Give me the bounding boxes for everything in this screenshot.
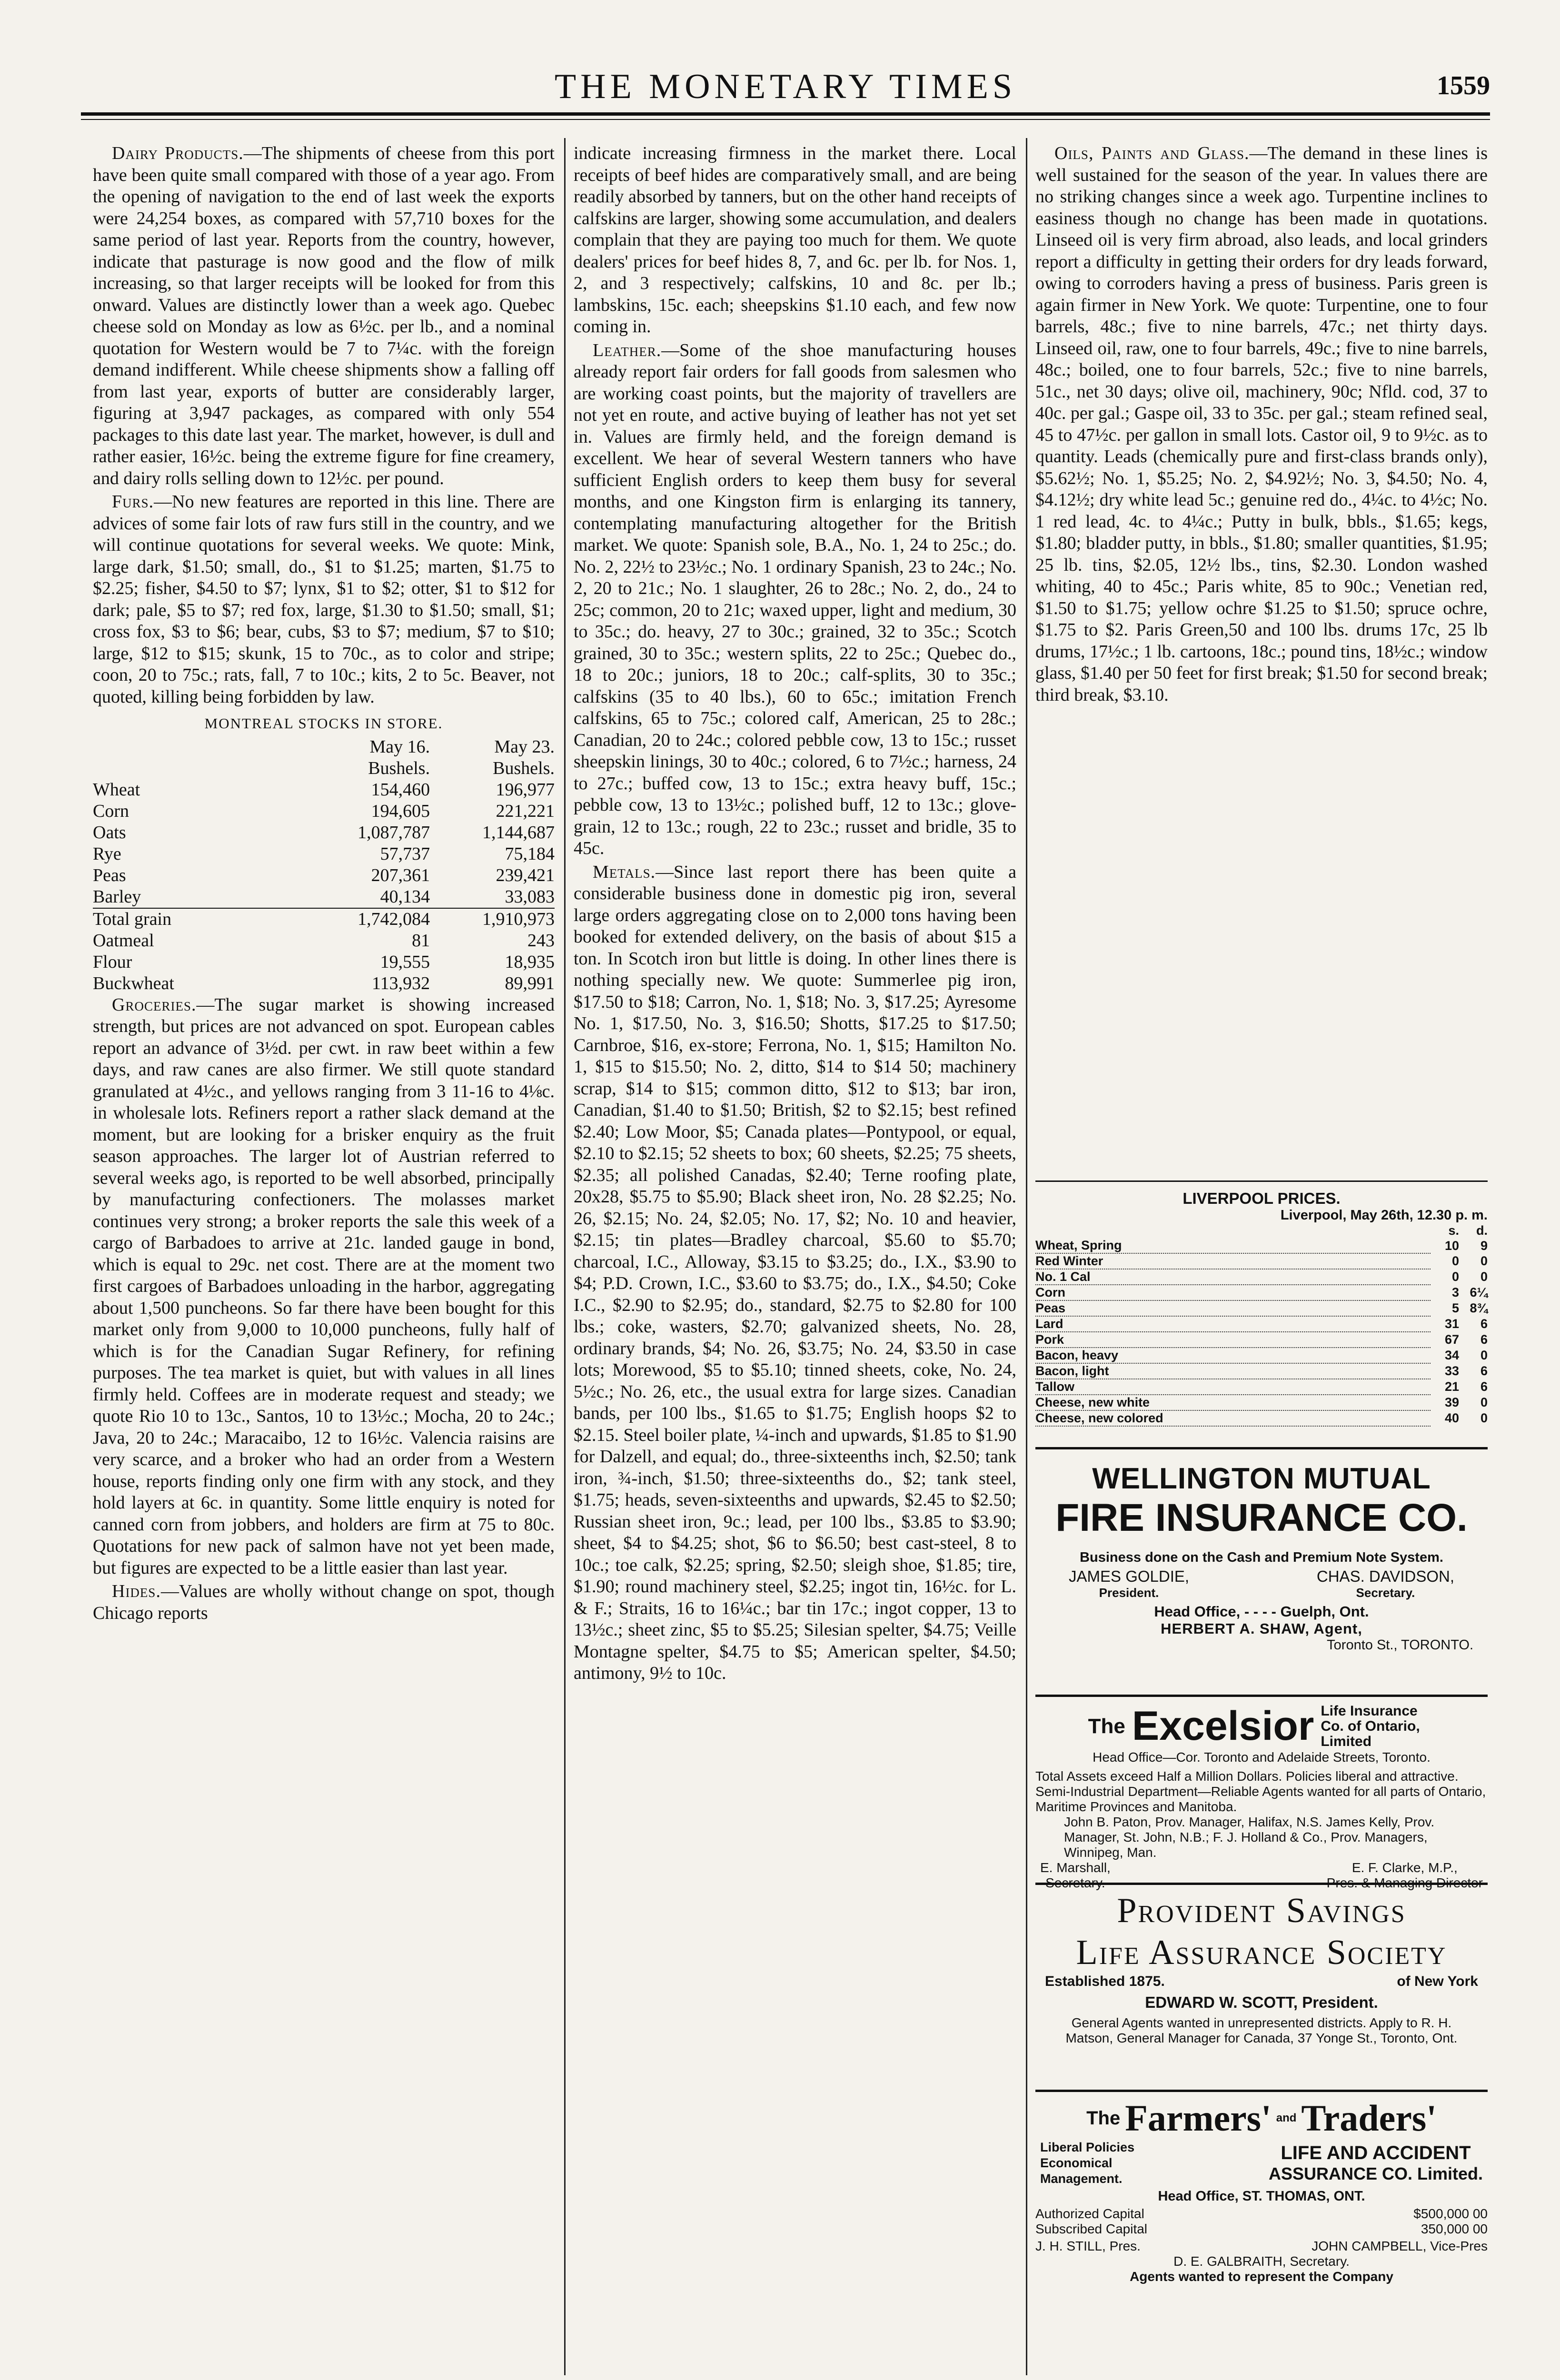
ad-agent: HERBERT A. SHAW, Agent, (1161, 1620, 1362, 1637)
ad-text: General Agents wanted in unrepresented districts. Apply to R. H. Matson, General Manager for Canada, 37 Yonge St., Toronto, Ont. (1065, 2015, 1458, 2045)
table-row (93, 973, 555, 994)
commodity: Wheat, Spring (1035, 1238, 1431, 1253)
ad-address: Toronto St., TORONTO. (1327, 1637, 1473, 1653)
section-head-groceries: Groceries. (112, 994, 197, 1015)
commodity: Red Winter (1035, 1253, 1431, 1269)
stocks-value: 18,935 (505, 952, 555, 972)
liverpool-table (1035, 1223, 1488, 1427)
ad-headline: Provident Savings (1117, 1891, 1406, 1930)
stocks-value: 196,977 (496, 779, 555, 800)
stocks-value: 89,991 (505, 973, 555, 993)
table-row (1035, 1332, 1488, 1348)
table-row (1035, 1269, 1488, 1285)
stocks-name: Barley (93, 886, 141, 907)
commodity: Peas (1035, 1300, 1431, 1316)
price-s: 40 (1444, 1411, 1459, 1425)
ad-person: J. H. STILL, Pres. (1035, 2239, 1141, 2253)
ad-address: Head Office—Cor. Toronto and Adelaide Streets, Toronto. (1093, 1750, 1431, 1765)
table-row (93, 886, 555, 908)
stocks-table (93, 736, 555, 994)
stocks-name: Peas (93, 865, 126, 885)
stocks-value: 1,742,084 (305, 908, 430, 930)
ad-excelsior-head (1035, 1703, 1488, 1750)
leather-text: —Some of the shoe manufacturing houses already report fair orders for fall goods from salesmen who are working coast points, but the majority of travellers are not yet en route, and active buying of leather has not yet set in. Values are firmly held, and the foreign demand is excellent. We hear of several Western tanners who have sufficient English orders to keep them busy for several months, and one Kingston firm is enlarging its tannery, contemplating manufacturing altogether for the British market. We quote: Spanish sole, B.A., No. 1, 24 to 25c.; do. No. 2, 22½ to 23½c.; No. 1 ordinary Spanish, 23 to 24c.; No. 2, 20 to 21c.; No. 1 slaughter, 26 to 28c.; No. 2, do., 24 to 25c; common, 20 to 21c; waxed upper, light and medium, 30 to 35c.; do. heavy, 27 to 30c.; grained, 32 to 35c.; Scotch grained, 30 to 35c.; western splits, 22 to 25c.; Quebec do., 18 to 20c.; juniors, 18 to 20c.; calf-splits, 30 to 35c.; calfskins (35 to 40 lbs.), 60 to 65c.; imitation French calfskins, 65 to 75c.; colored calf, American, 25 to 28c.; Canadian, 20 to 24c.; colored pebble cow, 13 to 15c.; russet sheepskin linings, 30 to 40c.; colored, 6 to 7½c.; harness, 24 to 27c.; buffed cow, 13 to 15c.; extra heavy buff, 15c.; pebble cow, 13 to 13½c.; polished buff, 12 to 13c.; glove-grain, 12 to 13c.; rough, 22 to 23c.; russet and bridle, 35 to 45c. (574, 340, 1016, 858)
commodity: Cheese, new white (1035, 1395, 1431, 1410)
price-s: 39 (1444, 1395, 1459, 1409)
price-s: 10 (1444, 1238, 1459, 1253)
commodity: Bacon, light (1035, 1363, 1431, 1379)
ad-feature: Liberal Policies (1040, 2140, 1135, 2154)
stocks-name: Flour (93, 952, 132, 972)
stocks-value: 1,087,787 (358, 822, 430, 843)
ad-the: The (1086, 2107, 1121, 2129)
ad-features (1040, 2140, 1134, 2187)
page-title: THE MONETARY TIMES (554, 67, 1017, 106)
metals-paragraph (574, 862, 1016, 1685)
stocks-value: 75,184 (505, 843, 555, 864)
ad-person: CHAS. DAVIDSON, (1316, 1567, 1454, 1585)
stocks-value: 154,460 (371, 779, 430, 800)
ad-officers (1035, 2239, 1488, 2254)
column-divider (1026, 138, 1027, 2375)
stocks-value: 221,221 (496, 801, 555, 821)
table-row (93, 865, 555, 886)
price-d: 0 (1480, 1411, 1488, 1425)
ad-capital-value: 350,000 00 (1421, 2221, 1488, 2236)
unit-label: d. (1476, 1223, 1488, 1238)
stocks-name: Rye (93, 843, 121, 864)
ad-capital-value: $500,000 00 (1413, 2206, 1488, 2221)
ad-text: Established 1875. (1045, 1973, 1165, 1989)
table-row (93, 908, 555, 930)
section-head-furs: Furs. (112, 492, 154, 512)
price-d: 6 (1480, 1332, 1488, 1347)
ad-person: JAMES GOLDIE, (1069, 1567, 1190, 1585)
price-s: 33 (1444, 1364, 1459, 1378)
ad-text: of New York (1397, 1973, 1478, 1989)
price-d: 9 (1480, 1238, 1488, 1253)
ad-capital-label: Authorized Capital (1035, 2206, 1144, 2221)
header-rule-thin (81, 119, 1490, 120)
ad-text: Agents wanted to represent the Company (1130, 2269, 1393, 2284)
header-rule (81, 112, 1490, 116)
table-row (1035, 1379, 1488, 1395)
commodity: Lard (1035, 1316, 1431, 1332)
stocks-value: 239,421 (496, 865, 555, 885)
table-row (93, 930, 555, 952)
ad-text: Semi-Industrial Department—Reliable Agents wanted for all parts of Ontario, Maritime Provinces and Manitoba. (1035, 1784, 1486, 1814)
ad-farmers-traders (1035, 2090, 1488, 2284)
stocks-name: Oatmeal (93, 930, 154, 951)
section-head-dairy: Dairy Products. (112, 143, 244, 163)
ad-role: Secretary. (1356, 1586, 1415, 1600)
ad-person: E. Marshall, (1040, 1860, 1111, 1875)
ad-text: Total Assets exceed Half a Million Dollars. Policies liberal and attractive. (1035, 1769, 1459, 1784)
furs-text: —No new features are reported in this line. There are advices of some fair lots of raw furs still in the country, and we will continue quotations for several weeks. We quote: Mink, large dark, $1.50; small, do., $1 to $1.25; marten, $1.75 to $2.25; fisher, $4.50 to $7; lynx, $1 to $2; otter, $1 to $12 for dark; pale, $5 to $7; red fox, large, $1.30 to $1.50; small, $1; cross fox, $3 to $6; bear, cubs, $3 to $7; medium, $7 to $10; large, $12 to $15; skunk, 15 to 70c., as to color and stripe; coon, 20 to 75c.; rats, fall, 7 to 10c.; kits, 2 to 5c. Beaver, not quoted, killing being forbidden by law. (93, 492, 555, 707)
liverpool-prices (1035, 1180, 1488, 1427)
stocks-unit: Bushels. (368, 758, 430, 778)
ad-office: Head Office, ST. THOMAS, ONT. (1158, 2189, 1365, 2204)
price-s: 0 (1451, 1254, 1459, 1268)
ad-excelsior (1035, 1695, 1488, 1891)
column-2 (574, 143, 1016, 1686)
oils-text: —The demand in these lines is well sustained for the season of the year. In values there are no striking changes since a week ago. Turpentine inclines to easiness though no change has been made in quotations. Linseed oil is very firm abroad, also leads, and local grinders report a difficulty in getting their orders for dry leads forward, owing to corroders having a press of business. Paris green is again firmer in New York. We quote: Turpentine, one to four barrels, 48c.; five to nine barrels, 47c.; net thirty days. Linseed oil, raw, one to four barrels, 49c.; five to nine barrels, 48c.; boiled, one to four barrels, 52c.; five to nine barrels, 51c., net 30 days; olive oil, machinery, 90c; Nfld. cod, 37 to 40c. per gal.; Gaspe oil, 33 to 35c. per gal.; steam refined seal, 45 to 47½c. per gallon in small lots. Castor oil, 9 to 9½c. as to quantity. Leads (chemically pure and first-class brands only), $5.62½; No. 1, $5.25; No. 2, $4.92½; No. 3, $4.50; No. 4, $4.12½; dry white lead 5c.; genuine red do., 4¼c. to 4½c; No. 1 red lead, 4c. to 4¼c.; Putty in bulk, bbls., $1.65; kegs, $1.80; bladder putty, in bbls., $1.80; smaller quantities, $1.95; 25 lb. tins, $2.05, 12½ lbs., tins, $2.30. London washed whiting, 40 to 45c.; Paris white, 85 to 90c.; Venetian red, $1.50 to $1.75; yellow ochre $1.25 to $1.50; spruce ochre, $1.75 to $2. Paris Green,50 and 100 lbs. drums 17c, 25 lb drums, 17½c.; 1 lb. cartoons, 18c.; pound tins, 18½c.; window glass, $1.40 per 50 feet for first break; $1.50 for second break; third break, $3.10. (1035, 143, 1488, 705)
page-number: 1559 (1437, 71, 1490, 100)
stocks-value: 19,555 (380, 952, 430, 972)
price-s: 67 (1444, 1332, 1459, 1347)
ad-text: Business done on the Cash and Premium Note System. (1080, 1550, 1443, 1565)
dairy-paragraph (93, 143, 555, 489)
stocks-value: 113,932 (372, 973, 430, 993)
table-row (1035, 1363, 1488, 1379)
table-row (93, 843, 555, 865)
price-d: 0 (1480, 1348, 1488, 1362)
stocks-name: Buckwheat (93, 973, 174, 993)
price-d: 6¼ (1470, 1285, 1488, 1299)
stocks-title: MONTREAL STOCKS IN STORE. (204, 715, 443, 732)
ad-person: EDWARD W. SCOTT, President. (1145, 1993, 1378, 2011)
ad-names (1035, 1567, 1488, 1600)
price-d: 6 (1480, 1379, 1488, 1394)
table-row (93, 952, 555, 973)
table-row (1035, 1395, 1488, 1410)
ad-wellington-mutual (1035, 1447, 1488, 1653)
ad-brand: Excelsior (1132, 1703, 1314, 1749)
ad-company (1269, 2142, 1483, 2184)
section-head-hides: Hides. (112, 1581, 161, 1601)
metals-text: —Since last report there has been quite a considerable business done in domestic pig iron, several large orders aggregating close on to 2,000 tons having been booked for extended delivery, on the basis of about $15 a ton. In Scotch iron but little is doing. In other lines there is nothing specially new. We quote: Summerlee pig iron, $17.50 to $18; Carron, No. 1, $18; No. 3, $17.25; Ayresome No. 1, $17.50, No. 3, $16.50; Shotts, $17.25 to $17.50; Carnbroe, $16, ex-store; Ferrona, No. 1, $15; Hamilton No. 1, $15 to $15.50; No. 2, ditto, $14 to $14 50; machinery scrap, $14 to $15; common ditto, $12 to $13; bar iron, Canadian, $1.40 to $1.50; British, $2 to $2.15; best refined $2.40; Low Moor, $5; Canada plates—Pontypool, or equal, $2.10 to $2.15; 52 sheets to box; 60 sheets, $2.25; 75 sheets, $2.35; all polished Canadas, $2.40; Terne roofing plate, 20x28, $5.75 to $5.90; Black sheet iron, No. 28 $2.25; No. 26, $2.15; No. 24, $2.05; No. 17, $2; No. 10 and heavier, $2.15; tin plates—Bradley charcoal, $5.60 to $5.70; charcoal, I.C., Alloway, $3.15 to $3.25; do., I.X., $3.90 to $4; P.D. Crown, I.C., $3.60 to $3.75; do., I.X., $4.50; Coke I.C., $2.90 to $2.95; do., standard, $2.75 to $2.80 for 100 lbs.; coke, wasters, $2.70; galvanized sheets, No. 28, ordinary brands, $4; No. 26, $3.75; No. 24, $3.50 in case lots; Morewood, $5 to $5.10; tinned sheets, coke, No. 24, 5½c.; No. 26, etc., the usual extra for large sizes. Canadian bands, per 100 lbs., $1.65 to $1.75; English hoops $2 to $2.15. Steel boiler plate, ¼-inch and upwards, $1.85 to $1.90 for Dalzell, and equal; do., three-sixteenths inch, $2.50; tank iron, ¾-inch, $1.50; three-sixteenths do., $2; tank steel, $1.75; heads, seven-sixteenths and upwards, $2.45 to $2.50; Russian sheet iron, 9c.; lead, per 100 lbs., $3.85 to $3.90; sheet, $4 to $4.25; shot, $6 to $6.50; best cast-steel, 8 to 10c.; toe calk, $2.25; spring, $2.50; sleigh shoe, $1.85; tire, $1.90; round machinery steel, $2.25; ingot tin, 16½c. for L. & F.; Straits, 16 to 16¼c.; bar tin 17c.; ingot copper, 13 to 13½c.; sheet zinc, $5 to $5.25; Silesian spelter, $4.75; Veille Montagne spelter, $4.75 to $5; American spelter, $4.50; antimony, 9½ to 10c. (574, 862, 1016, 1683)
stocks-name: Oats (93, 822, 126, 843)
hides-paragraph (93, 1581, 555, 1624)
price-d: 0 (1480, 1254, 1488, 1268)
commodity: Pork (1035, 1332, 1431, 1348)
table-row (93, 779, 555, 801)
ad-company-line: ASSURANCE CO. Limited. (1268, 2164, 1483, 2183)
liverpool-subtitle: Liverpool, May 26th, 12.30 p. m. (1280, 1208, 1488, 1223)
liverpool-title: LIVERPOOL PRICES. (1182, 1190, 1341, 1207)
ad-office: Head Office, - - - - Guelph, Ont. (1154, 1603, 1369, 1620)
price-s: 34 (1444, 1348, 1459, 1362)
groceries-text: —The sugar market is showing increased strength, but prices are not advanced on spot. European cables report an advance of 3½d. per cwt. in raw beet within a few days, and raw canes are also firmer. We still quote standard granulated at 4½c., and yellows ranging from 3 11-16 to 4⅛c. in wholesale lots. Refiners report a rather slack demand at the moment, but are looking for a brisker enquiry as the fruit season approaches. The larger lot of Austrian referred to several weeks ago, is reported to be well absorbed, principally by manufacturing confectioners. The molasses market continues very strong; a broker reports the sale this week of a cargo of Barbadoes to arrive at 21c. landed gauge in bond, which is equal to 29c. net cost. There are at the moment two first cargoes of Barbadoes unloading in the harbor, aggregating about 1,500 puncheons. So far there have been bought for this market only from 9,000 to 10,000 puncheons, fully half of which is for the Canadian Sugar Refinery, for refining purposes. The tea market is quiet, but with values in all lines firmly held. Coffees are in moderate request and steady; we quote Rio 10 to 13c., Santos, 10 to 13½c.; Mocha, 20 to 24c.; Java, 20 to 24c.; Maracaibo, 12 to 16½c. Valencia raisins are very scarce, and a broker who had an order from a Western house, reports finding only one firm with any stock, and they hold layers at 6c. in quantity. Some little enquiry is noted for canned corn from jobbers, and holders are firm at 75 to 80c. Quotations for new pack of salmon have not yet been made, but figures are expected to be a little easier than last year. (93, 994, 555, 1578)
table-row (1035, 1300, 1488, 1316)
price-d: 0 (1480, 1269, 1488, 1284)
unit-label: s. (1448, 1223, 1459, 1238)
ad-brand-sub: Life Insurance Co. of Ontario, Limited (1321, 1703, 1420, 1749)
table-row (1035, 1348, 1488, 1363)
ad-headline: WELLINGTON MUTUAL (1092, 1462, 1431, 1495)
ad-headline: FIRE INSURANCE CO. (1055, 1496, 1468, 1539)
dairy-text: —The shipments of cheese from this port have been quite small compared with those of a year ago. From the opening of navigation to the end of last week the exports were 24,254 boxes, as compared with 57,710 boxes for the same period of last year. Reports from the country, however, indicate that pasturage is now good and the flow of milk increasing, so that larger receipts will be looked for from this onward. Values are distinctly lower than a week ago. Quebec cheese sold on Monday as low as 6½c. per lb., and a nominal quotation for Western would be 7 to 7¼c. with the foreign demand indifferent. While cheese shipments show a falling off from last year, exports of butter are considerably larger, figuring at 3,947 packages, as compared with only 554 packages to this date last year. The market, however, is dull and rather easier, 16½c. being the extreme figure for fine creamery, and dairy rolls selling down to 12½c. per pound. (93, 143, 555, 488)
stocks-header: May 16. (369, 736, 430, 757)
stocks-value: 207,361 (371, 865, 430, 885)
column-divider (564, 138, 566, 2375)
ad-the: The (1088, 1714, 1125, 1738)
page-header (81, 67, 1490, 119)
commodity: Cheese, new colored (1035, 1410, 1431, 1426)
price-s: 3 (1451, 1285, 1459, 1299)
ad-text: John B. Paton, Prov. Manager, Halifax, N.S. James Kelly, Prov. Manager, St. John, N.B.; F. J. Holland & Co., Prov. Managers, Winnipeg, Man. (1064, 1815, 1435, 1860)
ad-role: President. (1099, 1586, 1159, 1600)
ad-farmers-mid (1035, 2140, 1488, 2187)
stocks-value: 1,144,687 (482, 822, 555, 843)
table-row (1035, 1316, 1488, 1332)
ad-person: D. E. GALBRAITH, Secretary. (1173, 2254, 1350, 2269)
commodity: Tallow (1035, 1379, 1431, 1395)
stocks-value: 33,083 (505, 886, 555, 907)
stocks-value: 81 (412, 930, 430, 951)
section-head-leather: Leather. (593, 340, 662, 360)
ad-provident (1035, 1883, 1488, 2046)
stocks-unit: Bushels. (493, 758, 555, 778)
section-head-oils: Oils, Paints and Glass. (1054, 143, 1250, 163)
column-1 (93, 143, 555, 1626)
ad-capital-row (1035, 2221, 1488, 2237)
ad-person: JOHN CAMPBELL, Vice-Pres (1312, 2239, 1488, 2253)
stocks-value: 1,910,973 (430, 908, 555, 930)
stocks-value: 40,134 (380, 886, 430, 907)
stocks-name: Total grain (93, 908, 305, 930)
ad-headline: Life Assurance Society (1076, 1933, 1447, 1972)
ad-brand: Farmers' (1125, 2097, 1272, 2139)
table-row (93, 822, 555, 843)
commodity: Corn (1035, 1285, 1431, 1300)
ad-capital-row (1035, 2206, 1488, 2221)
price-d: 0 (1480, 1395, 1488, 1409)
ad-person: E. F. Clarke, M.P., (1351, 1860, 1458, 1875)
ad-farmers-head (1035, 2097, 1488, 2140)
stocks-header: May 23. (494, 736, 555, 757)
table-row (1035, 1238, 1488, 1253)
hides-text: —Values are wholly without change on spot, though Chicago reports (93, 1581, 555, 1623)
ad-capital-label: Subscribed Capital (1035, 2221, 1148, 2236)
ad-and: and (1276, 2112, 1297, 2124)
ad-established (1035, 1973, 1488, 1990)
column-3 (1035, 143, 1488, 708)
ad-feature: Management. (1040, 2172, 1123, 2186)
stocks-value: 243 (527, 930, 555, 951)
commodity: No. 1 Cal (1035, 1269, 1431, 1285)
ad-company-line: LIFE AND ACCIDENT (1281, 2142, 1471, 2163)
price-s: 21 (1444, 1379, 1459, 1394)
oils-paragraph (1035, 143, 1488, 706)
price-s: 31 (1444, 1317, 1459, 1331)
ad-role: Pres. & Managing Director (1326, 1875, 1483, 1890)
stocks-name: Wheat (93, 779, 140, 800)
table-row (93, 801, 555, 822)
stocks-name: Corn (93, 801, 129, 821)
price-s: 5 (1451, 1301, 1459, 1315)
table-row (1035, 1253, 1488, 1269)
table-row (1035, 1410, 1488, 1426)
groceries-paragraph (93, 994, 555, 1579)
ad-brand: Traders' (1301, 2097, 1437, 2139)
price-s: 0 (1451, 1269, 1459, 1284)
section-head-metals: Metals. (593, 862, 656, 882)
ad-role: Secretary. (1045, 1875, 1105, 1890)
price-d: 6 (1480, 1364, 1488, 1378)
price-d: 6 (1480, 1317, 1488, 1331)
price-d: 8¾ (1470, 1301, 1488, 1315)
furs-paragraph (93, 491, 555, 708)
ad-feature: Economical (1040, 2156, 1113, 2170)
stocks-value: 57,737 (380, 843, 430, 864)
stocks-value: 194,605 (371, 801, 430, 821)
commodity: Bacon, heavy (1035, 1348, 1431, 1363)
leather-paragraph (574, 340, 1016, 860)
table-row (1035, 1285, 1488, 1300)
hides-continued: indicate increasing firmness in the market there. Local receipts of beef hides are comparatively small, and are being readily absorbed by tanners, but on the other hand receipts of calfskins are larger, showing some accumulation, and dealers complain that they are paying too much for them. We quote dealers' prices for beef hides 8, 7, and 6c. per lb. for Nos. 1, 2, and 3 respectively; calfskins, 10 and 8c. per lb.; lambskins, 15c. each; sheepskins $1.10 each, and few now coming in. (574, 143, 1016, 337)
